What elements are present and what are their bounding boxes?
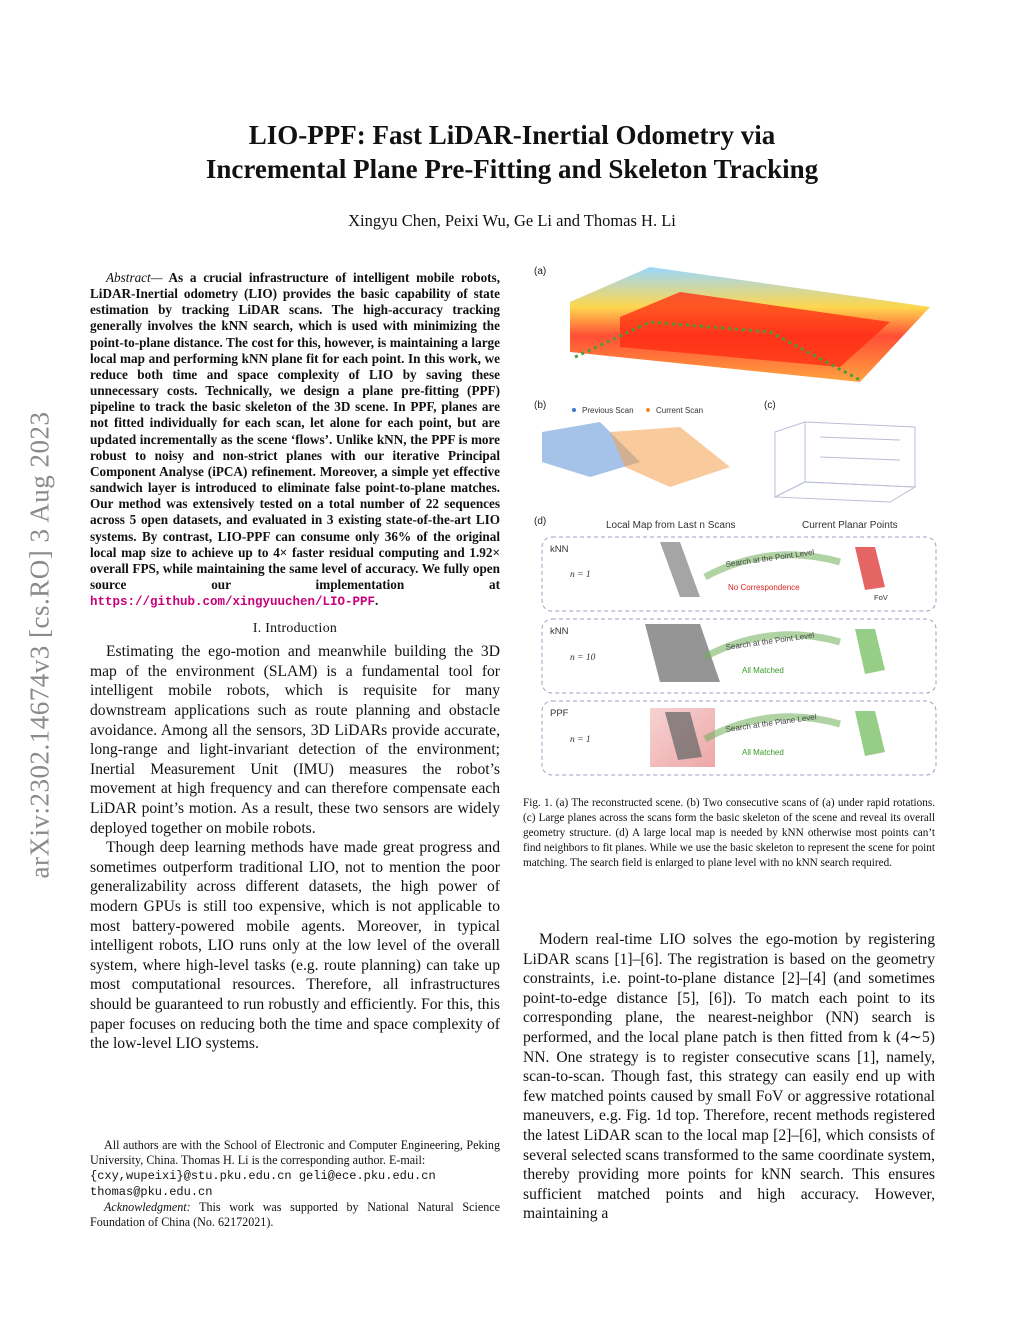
label-b: (b) (534, 400, 547, 411)
label-c: (c) (764, 400, 776, 411)
prev-scan-dot (572, 408, 576, 412)
row2-status: All Matched (742, 666, 784, 675)
current-planar-title: Current Planar Points (802, 520, 898, 531)
row1-fov: FoV (874, 593, 888, 602)
abstract (90, 270, 500, 610)
row3-current-points (855, 711, 885, 756)
curr-scan-dot (646, 408, 650, 412)
row1-local-map-points (660, 542, 700, 597)
repo-link[interactable]: https://github.com/xingyuuchen/LIO-PPF (90, 595, 376, 610)
row2-current-points (855, 629, 885, 674)
row3-arrow-label: Search at the Plane Level (725, 712, 818, 734)
right-column (523, 930, 935, 1224)
ack-label: Acknowledgment: (104, 1200, 191, 1214)
emails-line-1: {cxy,wupeixi}@stu.pku.edu.cn geli@ece.pku.edu.cn (90, 1169, 436, 1183)
abstract-body: As a crucial infrastructure of intelligent mobile robots, LiDAR-Inertial odometry (LIO) provides the basic capability of state estimation by tracking LiDAR scans. The high-accuracy tracking generally involves the kNN search, which is used with minimizing the point-to-plane distance. The cost for this, however, is maintaining a large local map and performing kNN plane fit for each point. In this work, we reduce both time and space complexity of LIO by saving these unnecessary costs. Technically, we design a plane pre-fitting (PPF) pipeline to track the basic skeleton of the 3D scene. In PPF, planes are not fitted individually for each scan, let alone for each point, but are updated incrementally as the scene ‘flows’. Unlike kNN, the PPF is more robust to noisy and non-strict planes with our iterative Principal Component Analyse (iPCA) refinement. Moreover, a simple yet effective sandwich layer is introduced to eliminate false point-to-plane matches. Our method was extensively tested on a total number of 22 sequences across 5 open datasets, and evaluated in 3 existing state-of-the-art LIO systems. By contrast, LIO-PPF can consume only 36% of the original local map size to achieve up to 4× faster residual computing and 1.92× overall FPS, while maintaining the same level of accuracy. We fully open source our implementation at (90, 270, 500, 592)
row2-method: kNN (550, 626, 569, 637)
emails-line-2: thomas@pku.edu.cn (90, 1185, 213, 1199)
intro-paragraph-2: Though deep learning methods have made great progress and sometimes outperform traditional LIO, not to mention the poor generalizability across different datasets, the high power of modern GPUs is still too expensive, which is not applicable to most battery-powered mobile agents. Moreover, in typical intelligent robots, LIO runs only at the low level of the overall system, where high-level tasks (e.g. route planning) can take up most computational resources. Therefore, all infrastructures should be guaranteed to run robustly and efficiently. For this, this paper focuses on reducing both the time and space complexity of the low-level LIO systems. (90, 839, 500, 1053)
row2-arrow-label: Search at the Point Level (725, 630, 815, 652)
right-paragraph: Modern real-time LIO solves the ego-motion by registering LiDAR scans [1]–[6]. The registration is based on the geometry constraints, i.e. point-to-plane distance [2]–[4] (and sometimes point-to-edge distance [5], [6]). To match each point to its corresponding plane, the nearest-neighbor (NN) search is performed, and the local plane patch is then fitted from k (4∼5) NN. One strategy is to register consecutive scans [1], namely, scan-to-scan. Though fast, this strategy can easily end up with few matched points caused by small FoV or aggressive rotational maneuvers, e.g. Fig. 1d top. Therefore, recent methods registered the latest LiDAR scan to the local map [2]–[6], which consists of several selected scans transformed to the same coordinate system, thereby providing more points for kNN search. This ensures sufficient matched points and high accuracy. However, maintaining a (523, 931, 935, 1223)
figure-1-graphic (530, 262, 938, 782)
left-column (90, 270, 500, 1054)
curr-scan-cloud (610, 427, 730, 487)
legend-prev-scan: Previous Scan (582, 406, 634, 415)
abstract-label: Abstract— (106, 270, 163, 285)
row3-status: All Matched (742, 748, 784, 757)
label-a: (a) (534, 266, 547, 277)
footnote-affiliation (90, 1138, 500, 1200)
row2-n: n = 10 (570, 653, 596, 663)
row1-n: n = 1 (570, 570, 591, 580)
figure-caption: Fig. 1. (a) The reconstructed scene. (b) Two consecutive scans of (a) under rapid rotations. (c) Large planes across the scans form the basic skeleton of the scene and reveal its overall geometry structure. (d) A large local map is needed by kNN otherwise most points can’t find neighbors to fit planes. While we use the basic skeleton to represent the scene for point matching. The search field is enlarged to plane level with no kNN search required. (523, 797, 935, 869)
row1-method: kNN (550, 544, 569, 555)
ack-text: This work was supported by National Natural Science Foundation of China (No. 62172021). (90, 1200, 500, 1229)
row1-arrow-label: Search at the Point Level (725, 547, 815, 569)
title-line-1: LIO-PPF: Fast LiDAR-Inertial Odometry via (248, 120, 776, 150)
row1-status: No Correspondence (728, 583, 800, 592)
arxiv-stamp (14, 330, 66, 960)
footnote-acknowledgment (90, 1200, 500, 1230)
legend-current-scan: Current Scan (656, 406, 704, 415)
label-d: (d) (534, 516, 547, 527)
row1-current-points (855, 547, 885, 590)
figure-1 (530, 262, 938, 782)
row3-method: PPF (550, 708, 569, 719)
intro-paragraph-1: Estimating the ego-motion and meanwhile building the 3D map of the environment (SLAM) is a fundamental tool for intelligent mobile robots, which is requisite for many downstream applications such as route planning and obstacle avoidance. Among all the sensors, 3D LiDARs provide accurate, long-range and light-invariant detection of the environment; Inertial Measurement Unit (IMU) measures the robot’s movement at high frequency and can therefore compensate each LiDAR point’s motion. As a result, these two sensors are widely deployed together on mobile robots. (90, 643, 500, 837)
row3-n: n = 1 (570, 735, 591, 745)
paper-title (150, 118, 874, 186)
affiliation-text: All authors are with the School of Electronic and Computer Engineering, Peking University, China. Thomas H. Li is the corresponding author. E-mail: (90, 1138, 500, 1167)
skeleton-planes (775, 422, 915, 502)
footnote (90, 1138, 500, 1230)
title-line-2: Incremental Plane Pre-Fitting and Skeleton Tracking (205, 154, 819, 184)
local-map-title: Local Map from Last n Scans (606, 520, 736, 531)
section-heading: I. Introduction (252, 620, 338, 636)
abstract-end: . (375, 593, 379, 609)
authors: Xingyu Chen, Peixi Wu, Ge Li and Thomas H. Li (348, 211, 676, 230)
arxiv-id: arXiv:2302.14674v3 [cs.RO] 3 Aug 2023 (24, 411, 55, 879)
